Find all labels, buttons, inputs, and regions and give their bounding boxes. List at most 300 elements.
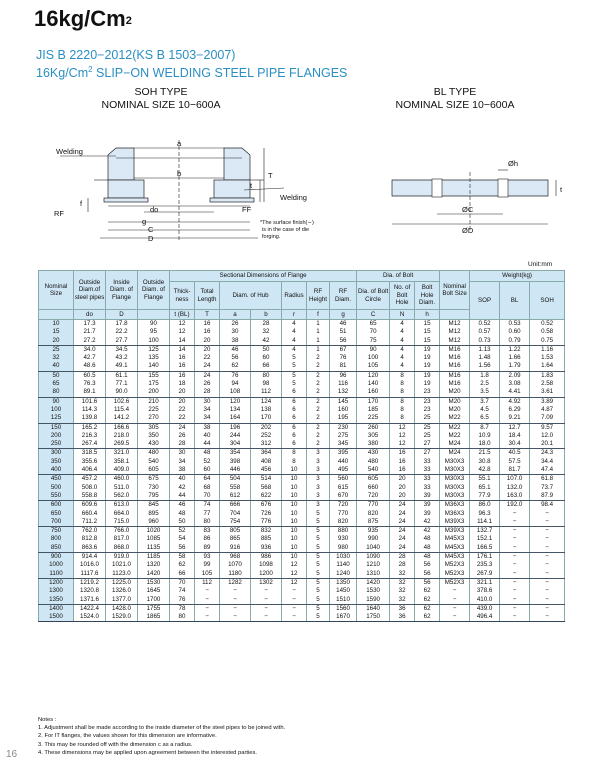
table-cell: M12 [440,320,470,329]
header-nominal-size: Nominal Size [39,271,74,310]
table-row [39,449,565,458]
table-cell: 164 [220,414,251,423]
table-cell: 868.0 [106,544,138,553]
table-cell: M39X3 [440,518,470,527]
table-cell: 4 [282,320,307,329]
table-cell: 5 [307,613,330,622]
table-row [39,561,565,569]
table-cell: 3.08 [500,380,530,388]
table-cell: 34.4 [530,458,565,466]
table-cell: 27.2 [74,337,106,346]
table-cell: 66 [251,362,282,371]
nominal-size-cell: 15 [39,328,74,336]
nominal-size-cell: 10 [39,320,74,329]
page-title: 16kg/Cm$^2$ [34,6,132,31]
table-cell: 112 [195,578,220,587]
table-cell: 120 [357,371,390,380]
table-cell: − [220,596,251,605]
table-cell: 25 [415,432,440,440]
symbol-cell: h [415,310,440,320]
table-cell: 49.1 [106,362,138,371]
table-cell: 89 [195,544,220,553]
table-cell: 260 [357,423,390,432]
table-cell: M20 [440,397,470,406]
table-cell: 1225.0 [106,578,138,587]
table-cell: 0.58 [530,328,565,336]
bl-type-name: BL TYPE [433,86,477,98]
table-cell: 218.0 [106,432,138,440]
table-cell: 102.6 [106,397,138,406]
table-cell: 1.16 [530,345,565,354]
table-cell: 132.0 [500,484,530,492]
table-cell: 70 [357,328,390,336]
table-cell: 46 [220,345,251,354]
table-cell: 96.3 [470,510,500,518]
table-cell: 318.5 [74,449,106,458]
table-cell: 160 [357,388,390,397]
table-cell: 10 [282,518,307,527]
table-cell: 3 [307,492,330,501]
nominal-size-cell: 250 [39,440,74,449]
label-welding-top: Welding [56,147,83,156]
header-bolt-hole-count: No. of Bolt Hole [390,282,415,310]
header-weight: Weight(kg) [470,271,565,282]
table-cell: 6 [282,423,307,432]
table-cell: 32 [390,587,415,595]
flange-dimension-table [38,270,565,622]
table-cell: 54 [170,535,195,543]
table-cell: 10 [282,510,307,518]
table-cell: 20 [390,492,415,501]
table-cell: M45X3 [440,553,470,562]
table-cell: 152.1 [470,535,500,543]
table-cell: 1098 [251,561,282,569]
table-cell: 76.3 [74,380,106,388]
table-cell: 1530 [357,587,390,595]
table-cell: 4 [390,320,415,329]
table-cell: 33 [415,475,440,484]
table-cell: 960 [138,518,170,527]
table-cell: 46 [330,320,357,329]
table-cell: 1.22 [500,345,530,354]
table-cell: 48 [170,510,195,518]
table-cell: 350 [138,432,170,440]
table-cell: 80 [170,613,195,622]
table-cell: 66 [170,570,195,579]
table-cell: 5 [307,578,330,587]
table-cell: 96 [330,371,357,380]
table-row [39,613,565,622]
table-cell: 76 [170,596,195,605]
table-cell: 32 [390,596,415,605]
table-cell: 38 [195,423,220,432]
table-row [39,484,565,492]
nominal-size-cell: 350 [39,458,74,466]
table-cell: − [500,544,530,553]
header-hub-diam: Diam. of Hub [220,282,282,310]
table-cell: 20 [195,345,220,354]
table-row [39,596,565,605]
svg-text:ØD: ØD [462,226,474,235]
table-cell: 0.73 [470,337,500,346]
table-cell: 754 [220,518,251,527]
table-cell: 270 [138,414,170,423]
header-bolt-hole-diam: Bolt Hole Diam. [415,282,440,310]
table-cell: 94 [220,380,251,388]
table-cell: 34.5 [106,345,138,354]
table-cell: 5 [282,362,307,371]
table-cell: 30 [195,397,220,406]
table-cell: 0.57 [470,328,500,336]
table-row [39,544,565,553]
table-cell: 48 [415,535,440,543]
soh-type-name: SOH TYPE [134,86,188,98]
table-cell: 1040 [357,544,390,553]
table-cell: 15 [415,337,440,346]
symbol-cell: b [251,310,282,320]
table-cell: 1420 [357,578,390,587]
table-cell: 225 [138,406,170,414]
table-cell: − [195,587,220,595]
table-cell: 410.0 [470,596,500,605]
table-cell: 2 [307,414,330,423]
table-cell: − [530,527,565,536]
table-cell: 10 [282,484,307,492]
table-cell: 62 [220,362,251,371]
table-cell: M22 [440,423,470,432]
table-cell: 8 [390,371,415,380]
table-cell: 730 [138,484,170,492]
table-cell: 68 [195,484,220,492]
table-cell: 36 [390,604,415,613]
table-cell: 39 [415,492,440,501]
table-cell: 4.41 [500,388,530,397]
subtitle: 16Kg/Cm$^2$ SLIP−ON WELDING STEEL PIPE FLANGES [36,65,348,81]
table-row [39,380,565,388]
svg-text:forging.: forging. [262,234,281,240]
table-cell: 26 [220,320,251,329]
table-cell: 24 [390,544,415,553]
table-cell: 6 [282,440,307,449]
table-cell: 16 [195,320,220,329]
table-cell: 60.5 [74,371,106,380]
table-cell: 1865 [138,613,170,622]
table-cell: 22 [170,406,195,414]
table-cell: 5 [307,518,330,527]
table-cell: − [251,613,282,622]
table-cell: 24 [390,527,415,536]
table-cell: 10 [282,501,307,510]
table-cell: 185 [357,406,390,414]
table-cell: 32 [390,570,415,579]
table-cell: 12 [390,432,415,440]
table-cell: 916 [220,544,251,553]
svg-text:a: a [177,139,182,148]
table-cell: − [500,510,530,518]
table-cell: − [500,553,530,562]
table-cell: 112 [251,388,282,397]
nominal-size-cell: 1350 [39,596,74,605]
table-cell: 56 [415,561,440,569]
table-cell: 2 [307,354,330,362]
table-cell: 62 [415,587,440,595]
svg-text:t: t [250,181,253,190]
table-cell: 1750 [357,613,390,622]
header-outside-diam-flange: Outside Diam. of Flange [138,271,170,310]
table-cell: 42 [415,518,440,527]
table-cell: 124 [251,397,282,406]
table-cell: 17.3 [74,320,106,329]
table-cell: 42.8 [470,466,500,475]
table-cell: 16 [170,354,195,362]
symbol-cell: T [195,310,220,320]
table-cell: 107.0 [500,475,530,484]
table-cell: 267.9 [470,570,500,579]
table-cell: 1450 [330,587,357,595]
table-cell: 676 [251,501,282,510]
table-cell: 200 [138,388,170,397]
table-cell: 968 [220,553,251,562]
table-cell: 1310 [357,570,390,579]
table-cell: 5 [307,544,330,553]
table-cell: 132.7 [470,527,500,536]
table-cell: 105 [357,362,390,371]
table-cell: 60 [195,466,220,475]
table-cell: 812.8 [74,535,106,543]
note-item: 3. This may be rounded off with the dimension c as a radius. [38,741,193,748]
table-cell: 0.52 [530,320,565,329]
table-cell: 12.7 [500,423,530,432]
table-cell: 1282 [220,578,251,587]
table-cell: 195 [330,414,357,423]
page-number: 16 [6,749,18,760]
table-cell: 89.1 [74,388,106,397]
header-rf-diam: RF Diam. [330,282,357,310]
table-cell: M36X3 [440,510,470,518]
table-row [39,587,565,595]
table-cell: 355.6 [74,458,106,466]
table-cell: 766.0 [106,527,138,536]
table-cell: 70 [195,492,220,501]
table-cell: 165.2 [74,423,106,432]
table-cell: 47.4 [530,466,565,475]
table-cell: M16 [440,380,470,388]
table-row [39,535,565,543]
table-cell: 34 [170,458,195,466]
table-cell: − [282,604,307,613]
table-cell: 4.5 [470,406,500,414]
table-cell: 12.0 [530,432,565,440]
table-cell: 210 [138,397,170,406]
table-cell: 8 [390,380,415,388]
header-bolt-circle: Dia. of Bolt Circle [357,282,390,310]
table-cell: 19 [415,380,440,388]
table-cell: 12 [170,328,195,336]
table-cell: 12 [390,440,415,449]
table-cell: 0.79 [500,337,530,346]
table-cell: 74 [195,501,220,510]
table-cell: 28 [251,320,282,329]
table-cell: 508.0 [74,484,106,492]
table-cell: 65.1 [470,484,500,492]
table-cell: 34 [195,406,220,414]
table-cell: 495 [330,466,357,475]
table-cell: − [195,596,220,605]
table-cell: 77.9 [470,492,500,501]
table-cell: 1590 [357,596,390,605]
symbol-cell: g [330,310,357,320]
table-cell: 80 [195,518,220,527]
table-cell: 8 [390,406,415,414]
table-cell: 33 [415,458,440,466]
table-cell: 1320 [138,561,170,569]
table-cell: 8 [282,458,307,466]
table-cell: 16 [170,362,195,371]
table-cell: 93 [195,553,220,562]
table-cell: 24 [390,535,415,543]
table-cell: 140 [138,362,170,371]
table-cell: 105 [195,570,220,579]
table-cell: 10 [282,535,307,543]
header-radius: Radius [282,282,307,310]
table-row [39,510,565,518]
table-cell: 2 [307,388,330,397]
table-cell: 19 [415,362,440,371]
table-row [39,320,565,329]
table-cell: 64 [195,475,220,484]
table-cell: 244 [220,432,251,440]
table-cell: 99 [195,561,220,569]
table-cell: M16 [440,371,470,380]
table-cell: M39X3 [440,527,470,536]
table-cell: 568 [251,484,282,492]
table-cell: 62 [415,604,440,613]
table-cell: 14 [170,337,195,346]
table-cell: 439.0 [470,604,500,613]
table-cell: 42 [415,527,440,536]
table-row [39,423,565,432]
table-cell: 76 [330,354,357,362]
svg-text:g: g [142,217,147,226]
table-cell: 16 [170,371,195,380]
table-cell: M52X3 [440,578,470,587]
table-cell: 44 [195,440,220,449]
table-cell: 24 [390,518,415,527]
table-cell: 19 [415,354,440,362]
table-cell: 52 [195,458,220,466]
table-cell: 1117.6 [74,570,106,579]
svg-text:T: T [268,171,273,180]
table-cell: 1645 [138,587,170,595]
table-cell: 28 [390,553,415,562]
table-cell: 166.5 [470,544,500,553]
table-cell: 114.1 [470,518,500,527]
table-cell: 446 [220,466,251,475]
table-cell: M30X3 [440,484,470,492]
table-cell: 305 [138,423,170,432]
svg-text:ØC: ØC [462,205,474,214]
nominal-size-cell: 500 [39,484,74,492]
table-cell: 4 [282,337,307,346]
table-cell: M36X3 [440,501,470,510]
svg-text:t: t [560,185,563,194]
table-cell: − [530,561,565,569]
symbol-cell: C [357,310,390,320]
table-cell: 12 [170,320,195,329]
table-cell: 936 [251,544,282,553]
bl-flange-diagram [372,150,572,240]
table-cell: 10 [282,492,307,501]
table-cell: 120 [220,397,251,406]
table-cell: 86 [195,535,220,543]
table-cell: 42 [170,484,195,492]
table-cell: 5 [307,596,330,605]
table-cell: 65 [357,320,390,329]
nominal-size-cell: 1100 [39,570,74,579]
table-cell: − [282,587,307,595]
table-cell: 98 [251,380,282,388]
table-cell: 46 [170,501,195,510]
table-row [39,527,565,536]
table-cell: 8.7 [470,423,500,432]
table-cell: 1.8 [470,371,500,380]
table-cell: 1530 [138,578,170,587]
table-cell: 52 [170,527,195,536]
table-cell: 1700 [138,596,170,605]
table-cell: 6 [282,406,307,414]
table-cell: 24 [390,510,415,518]
table-cell: 32 [251,328,282,336]
svg-text:C: C [148,225,154,234]
table-cell: 1377.0 [106,596,138,605]
table-cell: 1240 [330,570,357,579]
nominal-size-cell: 400 [39,466,74,475]
table-cell: 560 [330,475,357,484]
table-cell: 711.2 [74,518,106,527]
soh-flange-diagram [38,120,338,250]
table-cell: − [530,596,565,605]
table-cell: 62 [415,596,440,605]
table-cell: 43.2 [106,354,138,362]
table-cell: 95 [138,328,170,336]
table-cell: 720 [357,492,390,501]
table-cell: 15 [415,328,440,336]
table-cell: 6 [282,414,307,423]
table-cell: 364 [251,449,282,458]
table-cell: 3.61 [530,388,565,397]
table-cell: 10 [282,544,307,553]
table-cell: 5 [307,570,330,579]
table-cell: 8 [390,388,415,397]
table-cell: 4.92 [500,397,530,406]
nominal-size-cell: 40 [39,362,74,371]
svg-text:is in the case of die: is in the case of die [262,227,310,233]
table-cell: 406.4 [74,466,106,475]
table-cell: 14 [170,345,195,354]
table-cell: 1085 [138,535,170,543]
table-cell: 23 [415,397,440,406]
table-cell: 202 [251,423,282,432]
table-cell: 62 [415,613,440,622]
table-cell: 0.60 [500,328,530,336]
symbol-cell: a [220,310,251,320]
table-cell: 312 [251,440,282,449]
table-cell: 81 [330,362,357,371]
table-cell: − [500,518,530,527]
bl-type-label [380,86,530,112]
table-cell: 7.09 [530,414,565,423]
table-cell: 12 [282,578,307,587]
